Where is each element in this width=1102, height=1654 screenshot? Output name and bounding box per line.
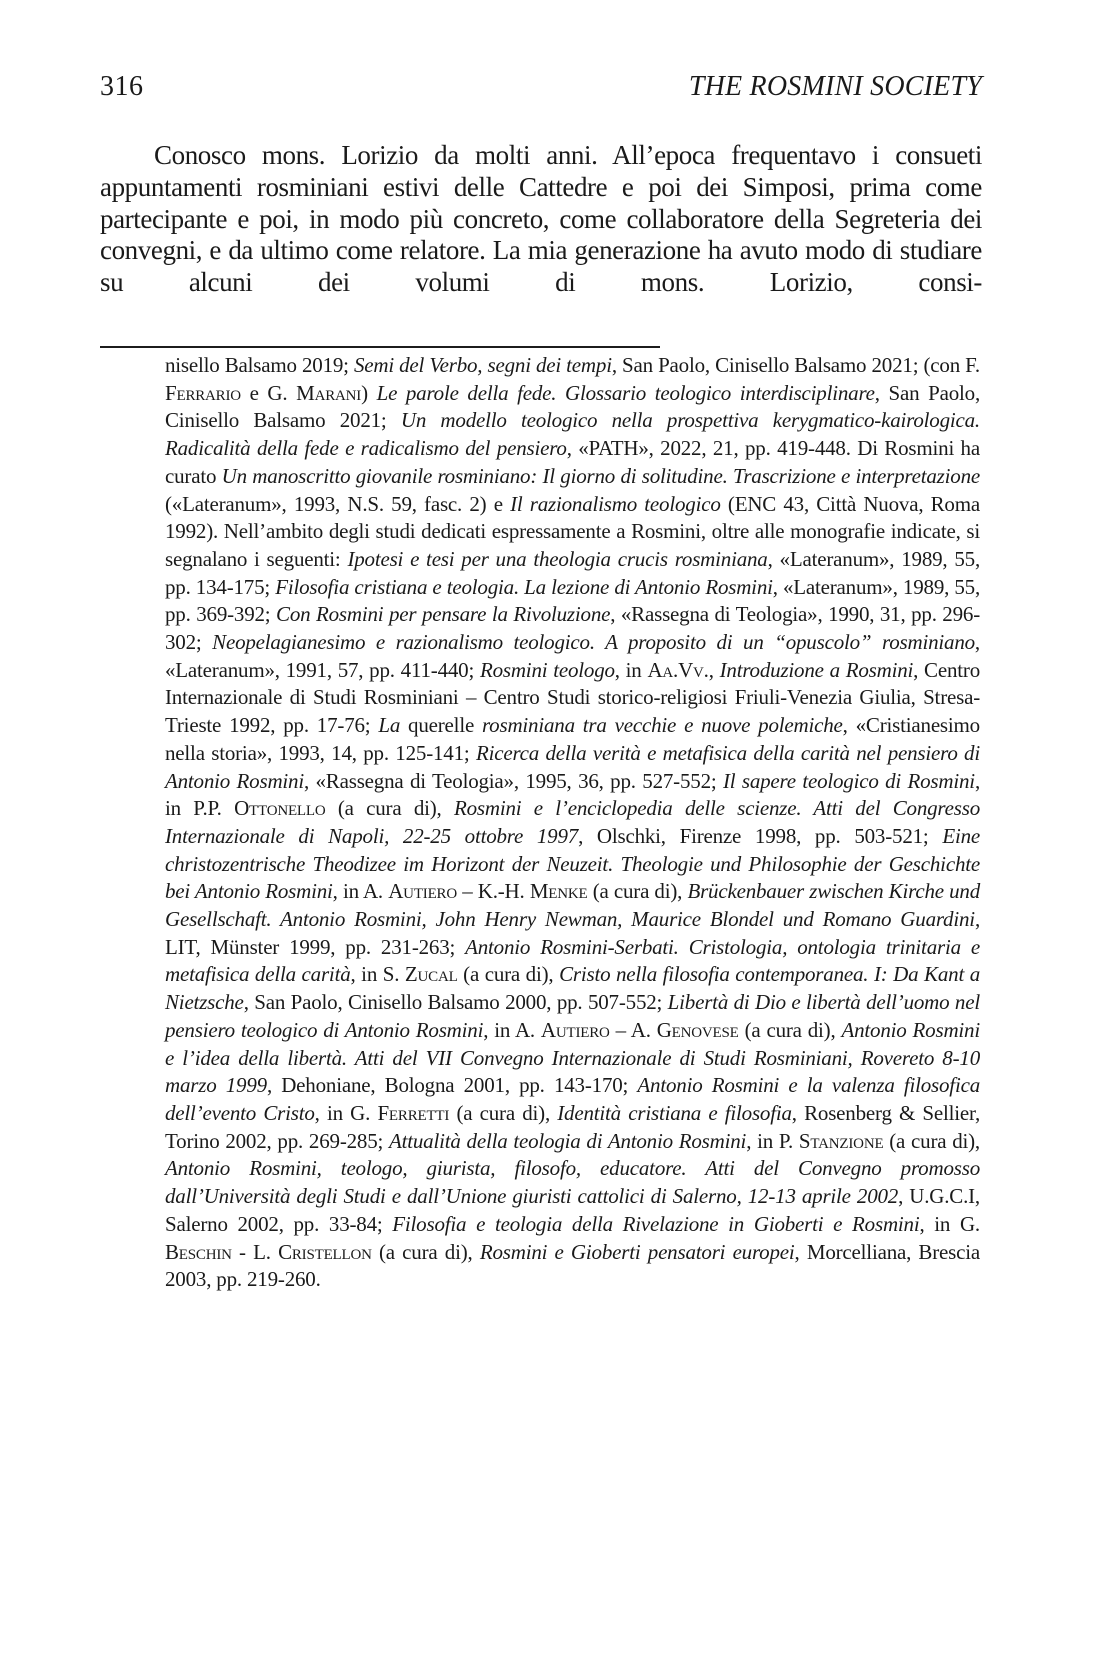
- footnote-separator-rule: [100, 346, 660, 348]
- running-header: [100, 72, 982, 102]
- footnote-text: nisello Balsamo 2019; Semi del Verbo, segni dei tempi, San Paolo, Cinisello Balsamo 2021; (con F. Ferrario e G. Marani) Le parole della fede. Glossario teologico interdisciplinare, San Paolo, Cinisello Balsamo 2021; Un modello teologico nella prospettiva kerygmatico-kairologica. Radicalità della fede e radicalismo del pensiero, «PATH», 2022, 21, pp. 419-448. Di Rosmini ha curato Un manoscritto giovanile rosminiano: Il giorno di solitudine. Trascrizione e interpretazione («Lateranum», 1993, N.S. 59, fasc. 2) e Il razionalismo teologico (ENC 43, Città Nuova, Roma 1992). Nell’ambito degli studi dedicati espressamente a Rosmini, oltre alle monografie indicate, si segnalano i seguenti: Ipotesi e tesi per una theologia crucis rosminiana, «Lateranum», 1989, 55, pp. 134-175; Filosofia cristiana e teologia. La lezione di Antonio Rosmini, «Lateranum», 1989, 55, pp. 369-392; Con Rosmini per pensare la Rivoluzione, «Rassegna di Teologia», 1990, 31, pp. 296-302; Neopelagianesimo e razionalismo teologico. A proposito di un “opuscolo” rosminiano, «Lateranum», 1991, 57, pp. 411-440; Rosmini teologo, in Aa.Vv., Introduzione a Rosmini, Centro Internazionale di Studi Rosminiani – Centro Studi storico-religiosi Friuli-Venezia Giulia, Stresa-Trieste 1992, pp. 17-76; La querelle rosminiana tra vecchie e nuove polemiche, «Cristianesimo nella storia», 1993, 14, pp. 125-141; Ricerca della verità e metafisica della carità nel pensiero di Antonio Rosmini, «Rassegna di Teologia», 1995, 36, pp. 527-552; Il sapere teologico di Rosmini, in P.P. Ottonello (a cura di), Rosmini e l’enciclopedia delle scienze. Atti del Congresso Internazionale di Napoli, 22-25 ottobre 1997, Olschki, Firenze 1998, pp. 503-521; Eine christozentrische Theodizee im Horizont der Neuzeit. Theologie und Philosophie der Geschichte bei Antonio Rosmini, in A. Autiero – K.-H. Menke (a cura di), Brückenbauer zwischen Kirche und Gesellschaft. Antonio Rosmini, John Henry Newman, Maurice Blondel und Romano Guardini, LIT, Münster 1999, pp. 231-263; Antonio Rosmini-Serbati. Cristologia, ontologia trinitaria e metafisica della carità, in S. Zucal (a cura di), Cristo nella filosofia contemporanea. I: Da Kant a Nietzsche, San Paolo, Cinisello Balsamo 2000, pp. 507-552; Libertà di Dio e libertà dell’uomo nel pensiero teologico di Antonio Rosmini, in A. Autiero – A. Genovese (a cura di), Antonio Rosmini e l’idea della libertà. Atti del VII Convegno Internazionale di Studi Rosminiani, Rovereto 8-10 marzo 1999, Dehoniane, Bologna 2001, pp. 143-170; Antonio Rosmini e la valenza filosofica dell’evento Cristo, in G. Ferretti (a cura di), Identità cristiana e filosofia, Rosenberg & Sellier, Torino 2002, pp. 269-285; Attualità della teologia di Antonio Rosmini, in P. Stanzione (a cura di), Antonio Rosmini, teologo, giurista, filosofo, educatore. Atti del Convegno promosso dall’Università degli Studi e dall’Unione giuristi cattolici di Salerno, 12-13 aprile 2002, U.G.C.I, Salerno 2002, pp. 33-84; Filosofia e teologia della Rivelazione in Gioberti e Rosmini, in G. Beschin - L. Cristellon (a cura di), Rosmini e Gioberti pensatori europei, Morcelliana, Brescia 2003, pp. 219-260.: [165, 353, 981, 1292]
- page-number: 316: [100, 71, 144, 102]
- running-head-title: THE ROSMINI SOCIETY: [688, 71, 982, 102]
- body-paragraph: Conosco mons. Lorizio da molti anni. All’epoca frequentavo i consueti appuntamenti rosminiani estivi delle Cattedre e poi dei Simposi, prima come partecipante e poi, in modo più concreto, come collaboratore della Segreteria dei convegni, e da ultimo come relatore. La mia generazione ha avuto modo di studiare su alcuni dei volumi di mons. Lorizio, consi-: [100, 140, 982, 298]
